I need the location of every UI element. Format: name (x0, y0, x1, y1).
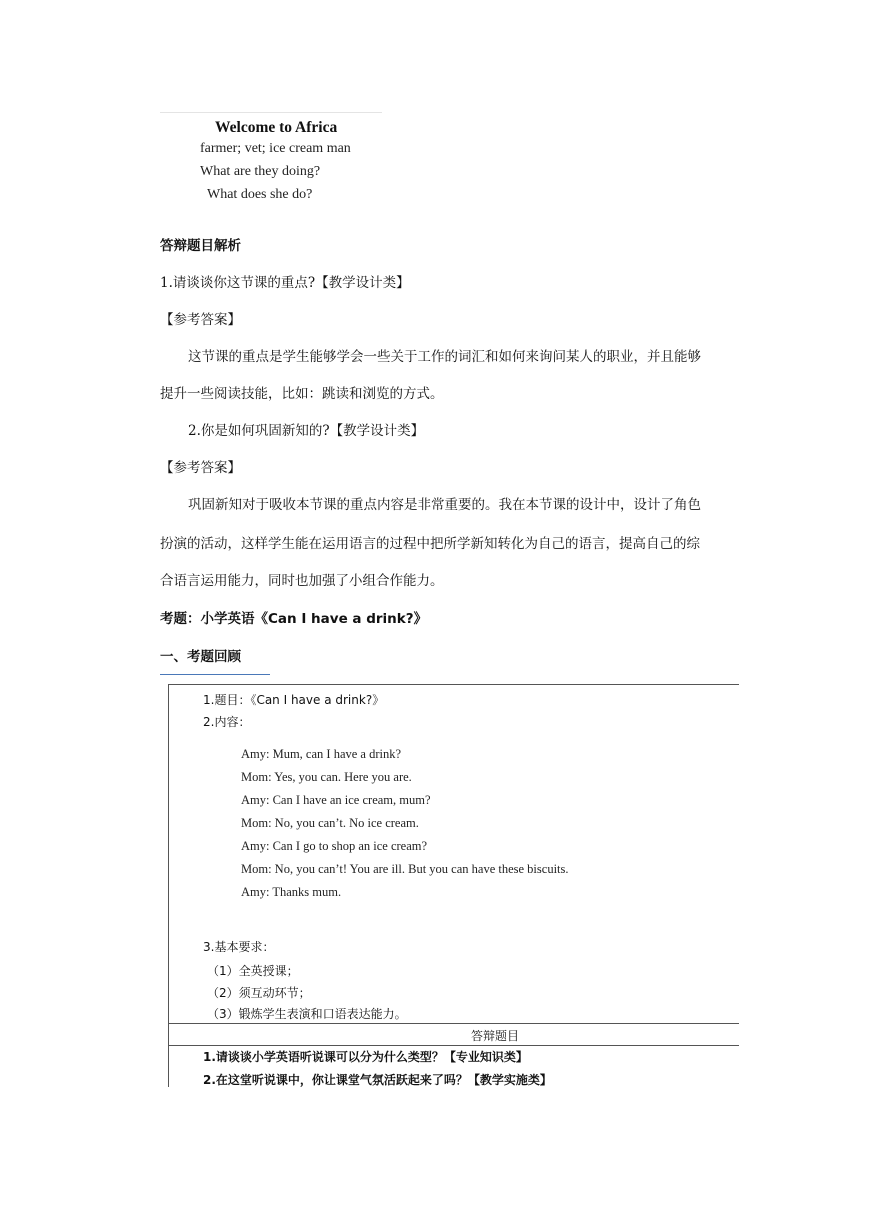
table-divider (169, 1045, 739, 1046)
dialogue-line: Amy: Can I go to shop an ice cream? (241, 839, 428, 853)
answer-2-line: 扮演的活动，这样学生能在运用语言的过程中把所学新知转化为自己的语言，提高自己的综 (160, 536, 700, 552)
defense-question: 2.在这堂听说课中，你让课堂气氛活跃起来了吗？【教学实施类】 (203, 1073, 552, 1087)
exam-question-box (168, 684, 739, 1087)
section-heading: 答辩题目解析 (160, 238, 241, 254)
answer-2-line: 巩固新知对于吸收本节课的重点内容是非常重要的。我在本节课的设计中，设计了角色 (188, 497, 701, 513)
review-heading: 一、考题回顾 (160, 649, 241, 665)
dialogue-line: Mom: No, you can’t! You are ill. But you can have these biscuits. (241, 862, 569, 876)
dialogue-line: Mom: No, you can’t. No ice cream. (241, 816, 419, 830)
defense-header: 答辩题目 (471, 1029, 520, 1043)
board-title: Welcome to Africa (215, 119, 338, 136)
table-divider (169, 1023, 739, 1024)
exam-topic: 1.题目：《Can I have a drink?》 (203, 693, 385, 707)
board-line: What are they doing? (200, 164, 321, 179)
question-1: 1.请谈谈你这节课的重点?【教学设计类】 (160, 275, 410, 291)
board-line: farmer; vet; ice cream man (200, 141, 351, 156)
requirement-item: （3）锻炼学生表演和口语表达能力。 (207, 1007, 407, 1021)
blackboard-image (160, 112, 382, 213)
exam-title: 考题：小学英语《Can I have a drink?》 (160, 611, 428, 627)
requirements-label: 3.基本要求： (203, 940, 275, 954)
defense-question: 1.请谈谈小学英语听说课可以分为什么类型？【专业知识类】 (203, 1050, 528, 1064)
reference-answer-label: 【参考答案】 (160, 460, 241, 476)
dialogue-line: Amy: Thanks mum. (241, 885, 342, 899)
dialogue-line: Mom: Yes, you can. Here you are. (241, 770, 412, 784)
answer-2-line: 合语言运用能力，同时也加强了小组合作能力。 (160, 573, 444, 589)
dialogue-line: Amy: Mum, can I have a drink? (241, 747, 402, 761)
dialogue-line: Amy: Can I have an ice cream, mum? (241, 793, 431, 807)
heading-underline (160, 674, 270, 675)
question-2: 2.你是如何巩固新知的?【教学设计类】 (188, 423, 425, 439)
answer-1-line: 这节课的重点是学生能够学会一些关于工作的词汇和如何来询问某人的职业，并且能够 (188, 349, 701, 365)
requirement-item: （1）全英授课； (207, 964, 299, 978)
content-label: 2.内容： (203, 715, 251, 729)
requirement-item: （2）须互动环节； (207, 986, 311, 1000)
board-line: What does she do? (207, 187, 313, 202)
answer-1-line: 提升一些阅读技能，比如：跳读和浏览的方式。 (160, 386, 444, 402)
reference-answer-label: 【参考答案】 (160, 312, 241, 328)
